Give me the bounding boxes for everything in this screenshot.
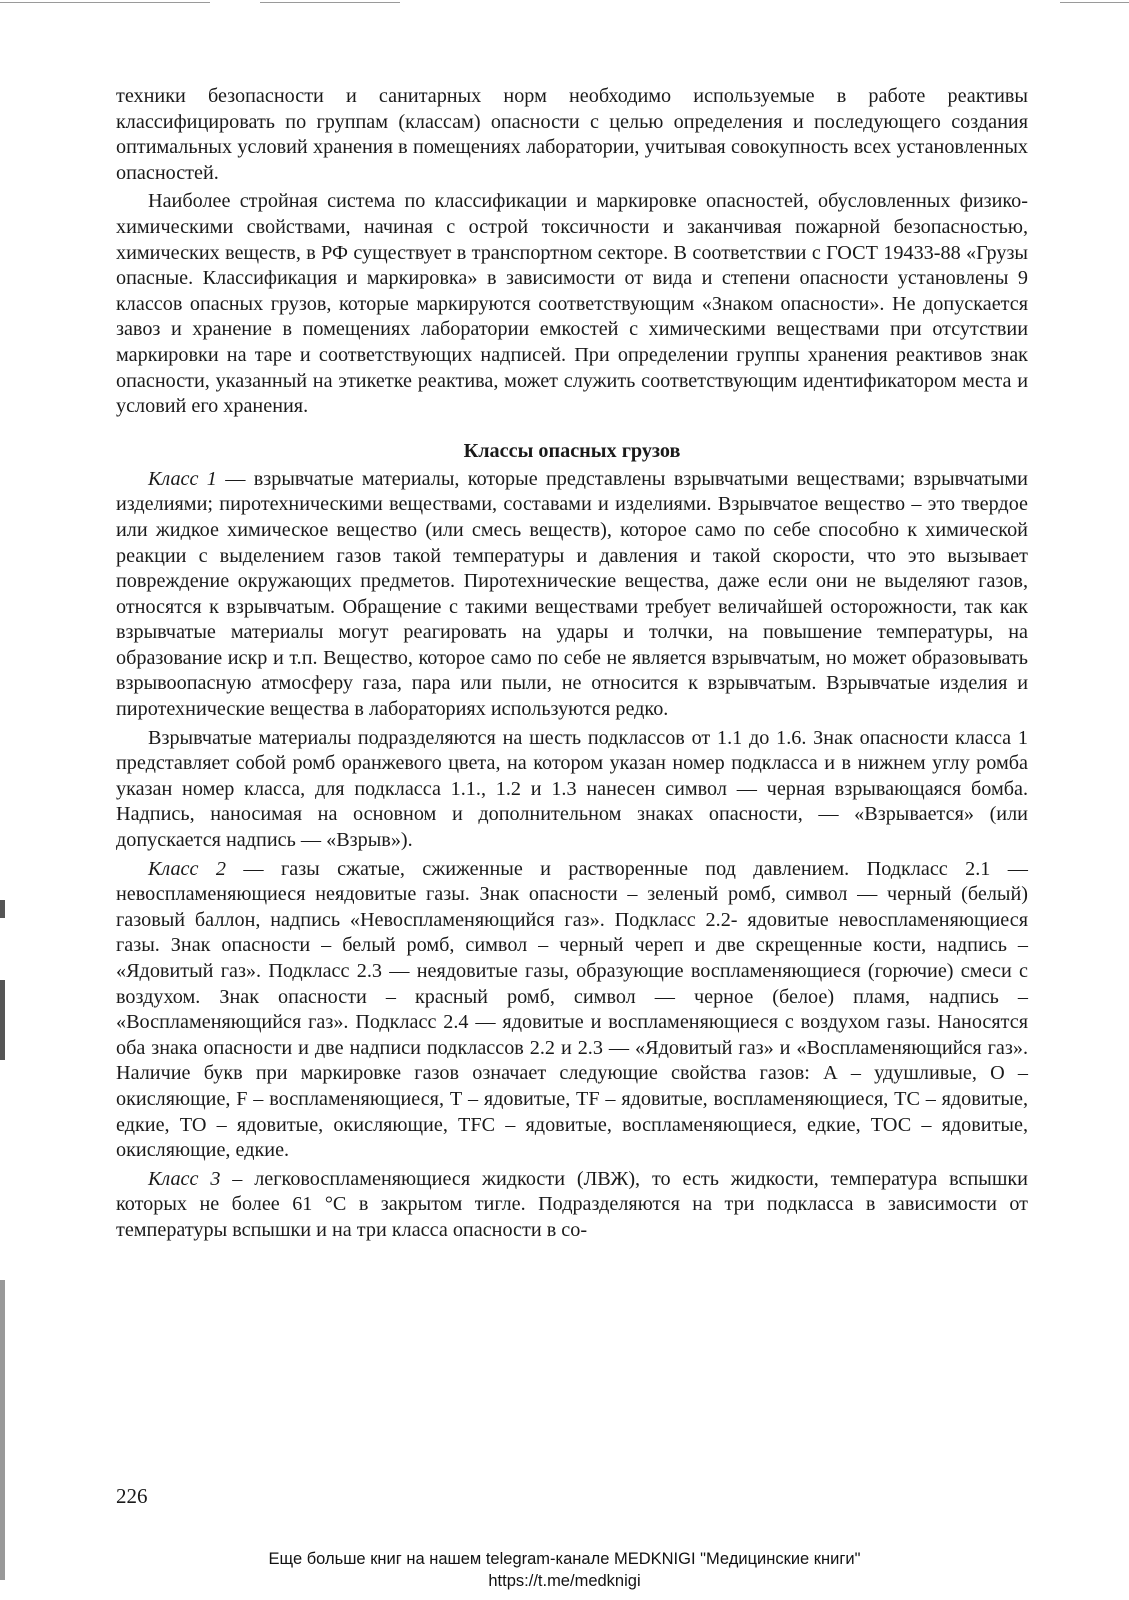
- section-heading: Классы опасных грузов: [463, 439, 681, 462]
- scan-edge-mark: [0, 900, 5, 918]
- scan-edge-line: [1060, 2, 1129, 3]
- paragraph-class-3: [116, 1167, 1028, 1244]
- paragraph: Наиболее стройная система по классификации и маркировке опасностей, обусловленных физико-химическими свойствами, начиная с острой токсичности и заканчивая пожарной безопасностью, химических веществ, в РФ существует в транспортном секторе. В соответствии с ГОСТ 19433-88 «Грузы опасные. Классификация и маркировка» в зависимости от вида и степени опасности установлены 9 классов опасных грузов, которые маркируются соответствующим «Знаком опасности». Не допускается завоз и хранение в помещениях лаборатории емкостей с химическими веществами при отсутствии маркировки на таре и соответствующих надписей. При определении группы хранения реактивов знак опасности, указанный на этикетке реактива, может служить соответствующим идентификатором места и условий его хранения.: [116, 190, 1028, 418]
- class-label: Класс 1: [148, 467, 217, 490]
- page-number: 226: [116, 1484, 148, 1508]
- class-text: — взрывчатые материалы, которые представлены взрывчатыми веществами; взрывчатыми изделиями; пиротехническими веществами, составами и изделиями. Взрывчатое вещество – это твердое или жидкое химическое вещество (или смесь веществ), которое само по себе способно к химической реакции с выделением газов такой температуры и давления и такой скорости, что это вызывает повреждение окружающих предметов. Пиротехнические вещества, даже если они не выделяют газов, относятся к взрывчатым. Обращение с такими веществами требует величайшей осторожности, так как взрывчатые материалы могут реагировать на удары и толчки, на повышение температуры, на образование искр и т.п. Вещество, которое само по себе не является взрывчатым, но может образовывать взрывоопасную атмосферу газа, пара или пыли, не относится к взрывчатым. Взрывчатые изделия и пиротехнические вещества в лабораториях используются редко.: [116, 467, 1028, 721]
- footer-promo-text: Еще больше книг на нашем telegram-канале MEDKNIGI "Медицинские книги": [268, 1550, 861, 1568]
- class-label: Класс 3: [148, 1167, 221, 1190]
- scan-edge-line: [260, 2, 400, 3]
- paragraph: техники безопасности и санитарных норм необходимо используемые в работе реактивы классифицировать по группам (классам) опасности с целью определения и последующего создания оптимальных условий хранения в помещениях лаборатории, учитывая совокупность всех установленных опасностей.: [116, 85, 1028, 184]
- paragraph-class-2: [116, 857, 1028, 1164]
- paragraph: Взрывчатые материалы подразделяются на шесть подклассов от 1.1 до 1.6. Знак опасности класса 1 представляет собой ромб оранжевого цвета, на котором указан номер подкласса и в нижнем углу ромба указан номер класса, для подкласса 1.1., 1.2 и 1.3 нанесен символ — черная взрывающаяся бомба. Надпись, наносимая на основном и дополнительном знаках опасности, — «Взрывается» (или допускается надпись — «Взрыв»).: [116, 726, 1028, 852]
- class-text: — газы сжатые, сжиженные и растворенные под давлением. Подкласс 2.1 — невоспламеняющиеся неядовитые газы. Знак опасности – зеленый ромб, символ — черный (белый) газовый баллон, надпись «Невоспламеняющийся газ». Подкласс 2.2- ядовитые невоспламеняющиеся газы. Знак опасности – белый ромб, символ – черный череп и две скрещенные кости, надпись – «Ядовитый газ». Подкласс 2.3 — неядовитые газы, образующие воспламеняющиеся (горючие) смеси с воздухом. Знак опасности – красный ромб, символ — черное (белое) пламя, надпись – «Воспламеняющийся газ». Подкласс 2.4 — ядовитые и воспламеняющиеся с воздухом газы. Наносятся оба знака опасности и две надписи подклассов 2.2 и 2.3 — «Ядовитый газ» и «Воспламеняющийся газ». Наличие букв при маркировке газов означает следующие свойства газов: А – удушливые, О – окисляющие, F – воспламеняющиеся, Т – ядовитые, TF – ядовитые, воспламеняющиеся, ТС – ядовитые, едкие, ТО – ядовитые, окисляющие, TFC – ядовитые, воспламеняющиеся, едкие, ТОС – ядовитые, окисляющие, едкие.: [116, 857, 1028, 1162]
- scan-edge-mark: [0, 1280, 5, 1580]
- class-label: Класс 2: [148, 857, 226, 880]
- class-text: – легковоспламеняющиеся жидкости (ЛВЖ), то есть жидкости, температура вспышки которых не более 61 °С в закрытом тигле. Подразделяются на три подкласса в зависимости от температуры вспышки и на три класса опасности в со-: [116, 1167, 1028, 1241]
- page-body: [116, 84, 1028, 1244]
- paragraph-class-1: [116, 467, 1028, 723]
- footer-link[interactable]: https://t.me/medknigi: [488, 1572, 641, 1590]
- scan-edge-mark: [0, 980, 5, 1060]
- scan-edge-line: [0, 2, 210, 3]
